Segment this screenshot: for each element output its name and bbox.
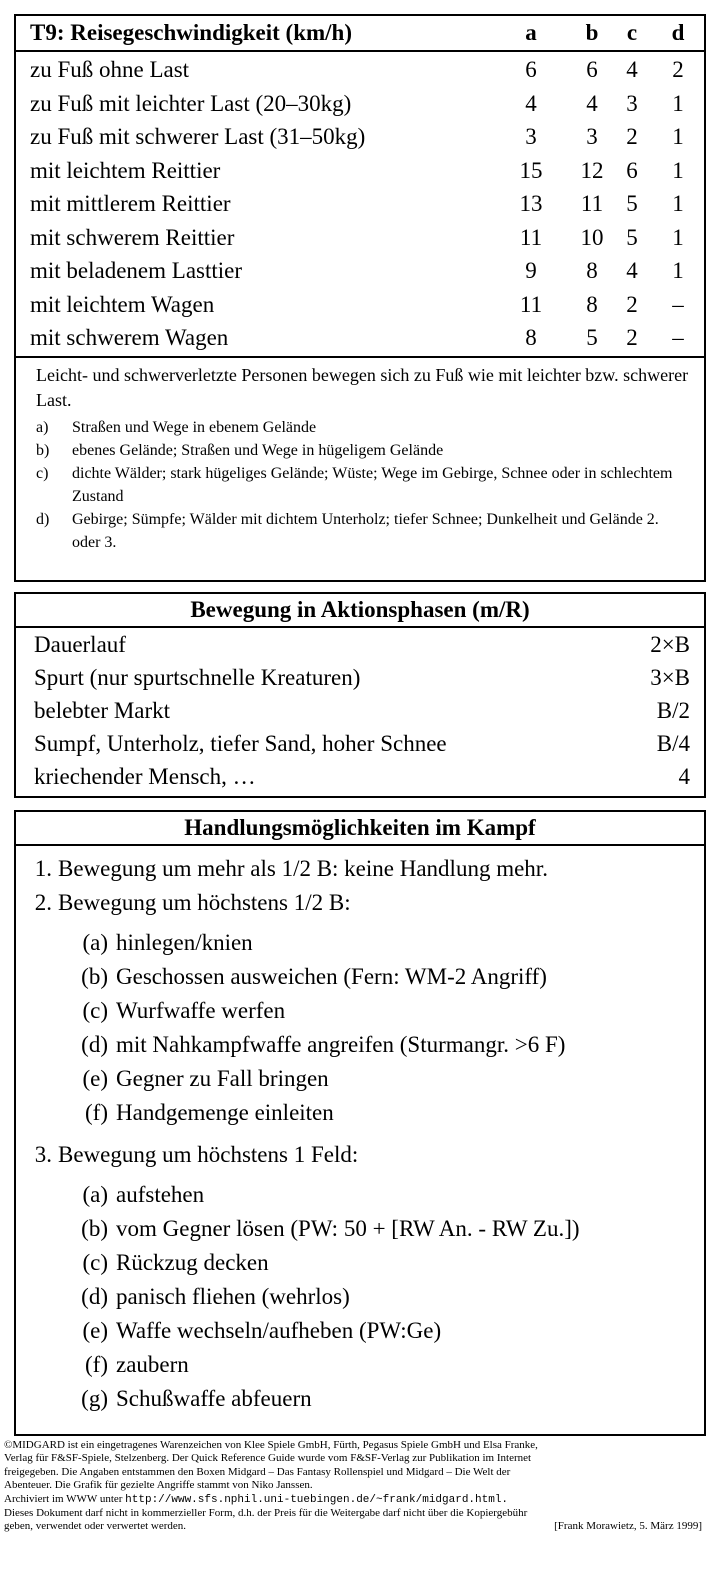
list-text: Waffe wechseln/aufheben (PW:Ge) — [116, 1318, 442, 1343]
list-item — [16, 1382, 704, 1416]
footer-line: Verlag für F&SF-Spiele, Stelzenberg. Der Quick Reference Guide wurde vom F&SF-Verlag zur Publikation im Internet — [4, 1452, 532, 1465]
note-marker: d) — [36, 511, 50, 528]
list-marker: (b) — [81, 1216, 108, 1241]
table-cell: 5 — [586, 325, 598, 350]
row-value: B/2 — [656, 698, 690, 723]
table-cell: 8 — [586, 291, 598, 317]
note-marker: b) — [36, 442, 50, 459]
row-label: belebter Markt — [34, 698, 171, 723]
table-cell: 3 — [626, 90, 638, 116]
table-cell: 6 — [626, 157, 638, 183]
note-item — [36, 439, 690, 462]
table-row — [16, 154, 704, 188]
table-cell: 1 — [672, 124, 684, 149]
table-row — [16, 187, 704, 221]
column-header-c: c — [626, 20, 638, 45]
note-marker: c) — [36, 465, 49, 482]
table-cell: 8 — [525, 325, 537, 350]
table-cell: 9 — [525, 258, 537, 283]
table-row — [16, 120, 704, 154]
list-marker: (c) — [82, 1250, 108, 1275]
row-value: 4 — [678, 764, 690, 789]
list-text: panisch fliehen (wehrlos) — [116, 1284, 350, 1309]
injured-persons-note: Leicht- und schwerverletzte Personen bewegen sich zu Fuß wie mit leichter bzw. schwerer Last. — [36, 365, 689, 410]
list-item — [16, 1212, 704, 1246]
table-row — [16, 694, 704, 727]
footer-line: geben, verwendet oder verwertet werden. — [4, 1520, 187, 1533]
table-cell: 8 — [586, 258, 598, 283]
author-signature: [Frank Morawietz, 5. März 1999] — [554, 1520, 702, 1533]
list-text: Wurfwaffe werfen — [116, 998, 286, 1023]
action-phase-title: Bewegung in Aktionsphasen (m/R) — [16, 594, 704, 628]
table-cell: 5 — [626, 191, 638, 216]
row-label: zu Fuß ohne Last — [30, 57, 190, 82]
archive-line — [4, 1493, 716, 1507]
row-label: mit schwerem Reittier — [30, 224, 235, 250]
table-cell: 11 — [519, 291, 543, 317]
row-label: Dauerlauf — [34, 632, 126, 657]
row-label: zu Fuß mit leichter Last (20–30kg) — [30, 90, 352, 116]
list-text: Handgemenge einleiten — [116, 1100, 334, 1125]
row-label: Spurt (nur spurtschnelle Kreaturen) — [34, 665, 361, 690]
combat-options-table — [14, 810, 706, 1436]
list-marker: (d) — [81, 1284, 108, 1309]
list-marker: (b) — [81, 964, 108, 989]
footer-last-line — [4, 1520, 716, 1533]
table-cell: 4 — [626, 57, 638, 82]
table-cell: – — [672, 325, 684, 350]
note-text: ebenes Gelände; Straßen und Wege in hügeligem Gelände — [72, 442, 444, 459]
table-cell: 3 — [586, 124, 598, 149]
list-marker: (e) — [82, 1066, 108, 1091]
list-item — [16, 1028, 704, 1062]
list-item — [16, 1348, 704, 1382]
list-item — [16, 1062, 704, 1096]
list-item — [16, 994, 704, 1028]
list-item — [16, 1314, 704, 1348]
list-text: hinlegen/knien — [116, 930, 253, 955]
table-cell: 2 — [672, 57, 684, 82]
footer-line: Dieses Dokument darf nicht in kommerzieller Form, d.h. der Preis für die Weitergabe darf nicht über die Kopiergebühr — [4, 1507, 528, 1520]
list-text: Bewegung um mehr als 1/2 B: keine Handlung mehr. — [58, 856, 548, 881]
list-item — [16, 960, 704, 994]
table-cell: 10 — [580, 224, 604, 250]
table-cell: 2 — [626, 325, 638, 350]
list-marker: (e) — [82, 1318, 108, 1343]
table-cell: 11 — [519, 224, 543, 250]
list-text: vom Gegner lösen (PW: 50 + [RW An. - RW Zu.]) — [116, 1216, 580, 1241]
row-label: mit leichtem Reittier — [30, 157, 221, 183]
table-cell: 2 — [626, 124, 638, 149]
table-cell: 4 — [626, 258, 638, 283]
table-row — [16, 321, 704, 355]
list-marker: (c) — [82, 998, 108, 1023]
list-marker: (f) — [85, 1352, 108, 1377]
list-marker: (a) — [82, 1182, 108, 1207]
table-row — [16, 727, 704, 760]
column-header-b: b — [585, 20, 599, 45]
table-row — [16, 53, 704, 87]
archive-prefix: Archiviert im WWW unter — [4, 1492, 126, 1505]
travel-speed-title: T9: Reisegeschwindigkeit (km/h) — [30, 20, 352, 45]
table-cell: 13 — [519, 191, 543, 216]
table-row — [16, 87, 704, 121]
column-header-d: d — [671, 20, 685, 45]
row-label: kriechender Mensch, … — [34, 764, 256, 789]
table-cell: 1 — [672, 224, 684, 250]
table-row — [16, 760, 704, 793]
list-marker: 3. — [34, 1142, 52, 1167]
table-cell: 4 — [586, 90, 598, 116]
table-row — [16, 288, 704, 322]
list-item — [16, 1178, 704, 1212]
combat-item-1 — [16, 852, 704, 886]
list-text: Bewegung um höchstens 1/2 B: — [58, 890, 351, 915]
list-marker: 2. — [34, 890, 52, 915]
list-text: Geschossen ausweichen (Fern: WM-2 Angriff) — [116, 964, 547, 989]
travel-speed-header — [16, 16, 704, 52]
table-cell: 4 — [525, 90, 537, 116]
action-phase-movement-table — [14, 592, 706, 798]
list-text: mit Nahkampfwaffe angreifen (Sturmangr. >6 F) — [116, 1032, 566, 1057]
combat-item-3 — [16, 1138, 704, 1172]
table-cell: 1 — [672, 90, 684, 116]
list-text: Schußwaffe abfeuern — [116, 1386, 312, 1411]
table-cell: 6 — [525, 57, 537, 82]
list-marker: (f) — [85, 1100, 108, 1125]
column-header-a: a — [525, 20, 537, 45]
table-cell: 5 — [626, 224, 638, 250]
row-label: mit leichtem Wagen — [30, 291, 215, 317]
footer-line: freigegeben. Die Angaben entstammen den Boxen Midgard – Das Fantasy Rollenspiel und Midgard – Die Welt der — [4, 1465, 511, 1478]
list-text: Gegner zu Fall bringen — [116, 1066, 329, 1091]
row-label: mit schwerem Wagen — [30, 325, 229, 350]
list-marker: 1. — [34, 856, 52, 881]
list-item — [16, 1246, 704, 1280]
list-item — [16, 1096, 704, 1130]
table-cell: 11 — [580, 191, 604, 216]
note-item — [36, 508, 690, 554]
list-item — [16, 1280, 704, 1314]
note-text: Straßen und Wege in ebenem Gelände — [72, 419, 317, 436]
list-text: Bewegung um höchstens 1 Feld: — [58, 1142, 359, 1167]
table-cell: 15 — [519, 157, 543, 183]
archive-url-link[interactable]: http://www.sfs.nphil.uni-tuebingen.de/~frank/midgard.html. — [125, 1493, 509, 1506]
combat-options-title: Handlungsmöglichkeiten im Kampf — [16, 812, 704, 846]
combat-item-2 — [16, 886, 704, 920]
note-item — [36, 416, 690, 439]
row-label: mit mittlerem Reittier — [30, 191, 231, 216]
table-cell: 1 — [672, 157, 684, 183]
copyright-footer — [4, 1439, 716, 1534]
table-cell: 1 — [672, 191, 684, 216]
table-cell: 1 — [672, 258, 684, 283]
travel-speed-table — [14, 14, 706, 582]
list-marker: (d) — [81, 1032, 108, 1057]
list-marker: (g) — [81, 1386, 108, 1411]
table-cell: 6 — [586, 57, 598, 82]
note-marker: a) — [36, 419, 49, 436]
table-cell: 12 — [580, 157, 604, 183]
list-item — [16, 926, 704, 960]
travel-speed-notes — [16, 356, 704, 554]
note-text: Gebirge; Sümpfe; Wälder mit dichtem Unterholz; tiefer Schnee; Dunkelheit und Gelände 2. oder 3. — [72, 511, 659, 551]
note-item — [36, 462, 690, 508]
table-row — [16, 221, 704, 255]
table-row — [16, 628, 704, 661]
row-value: 3×B — [650, 665, 690, 690]
note-text: dichte Wälder; stark hügeliges Gelände; Wüste; Wege im Gebirge, Schnee oder in schlechtem Zustand — [72, 465, 673, 505]
row-label: zu Fuß mit schwerer Last (31–50kg) — [30, 124, 366, 149]
list-marker: (a) — [82, 930, 108, 955]
row-value: 2×B — [650, 632, 690, 657]
row-label: mit beladenem Lasttier — [30, 258, 243, 283]
table-cell: – — [672, 291, 684, 317]
row-value: B/4 — [656, 731, 690, 756]
table-row — [16, 661, 704, 694]
list-text: aufstehen — [116, 1182, 205, 1207]
table-cell: 2 — [626, 291, 638, 317]
footer-line: ©MIDGARD ist ein eingetragenes Warenzeichen von Klee Spiele GmbH, Fürth, Pegasus Spiele GmbH und Elsa Franke, — [4, 1439, 538, 1451]
table-row — [16, 254, 704, 288]
list-text: Rückzug decken — [116, 1250, 269, 1275]
row-label: Sumpf, Unterholz, tiefer Sand, hoher Schnee — [34, 731, 447, 756]
list-text: zaubern — [116, 1352, 189, 1377]
footer-line: Abenteuer. Die Grafik für gezielte Angriffe stammt von Niko Janssen. — [4, 1479, 313, 1492]
table-cell: 3 — [525, 124, 537, 149]
